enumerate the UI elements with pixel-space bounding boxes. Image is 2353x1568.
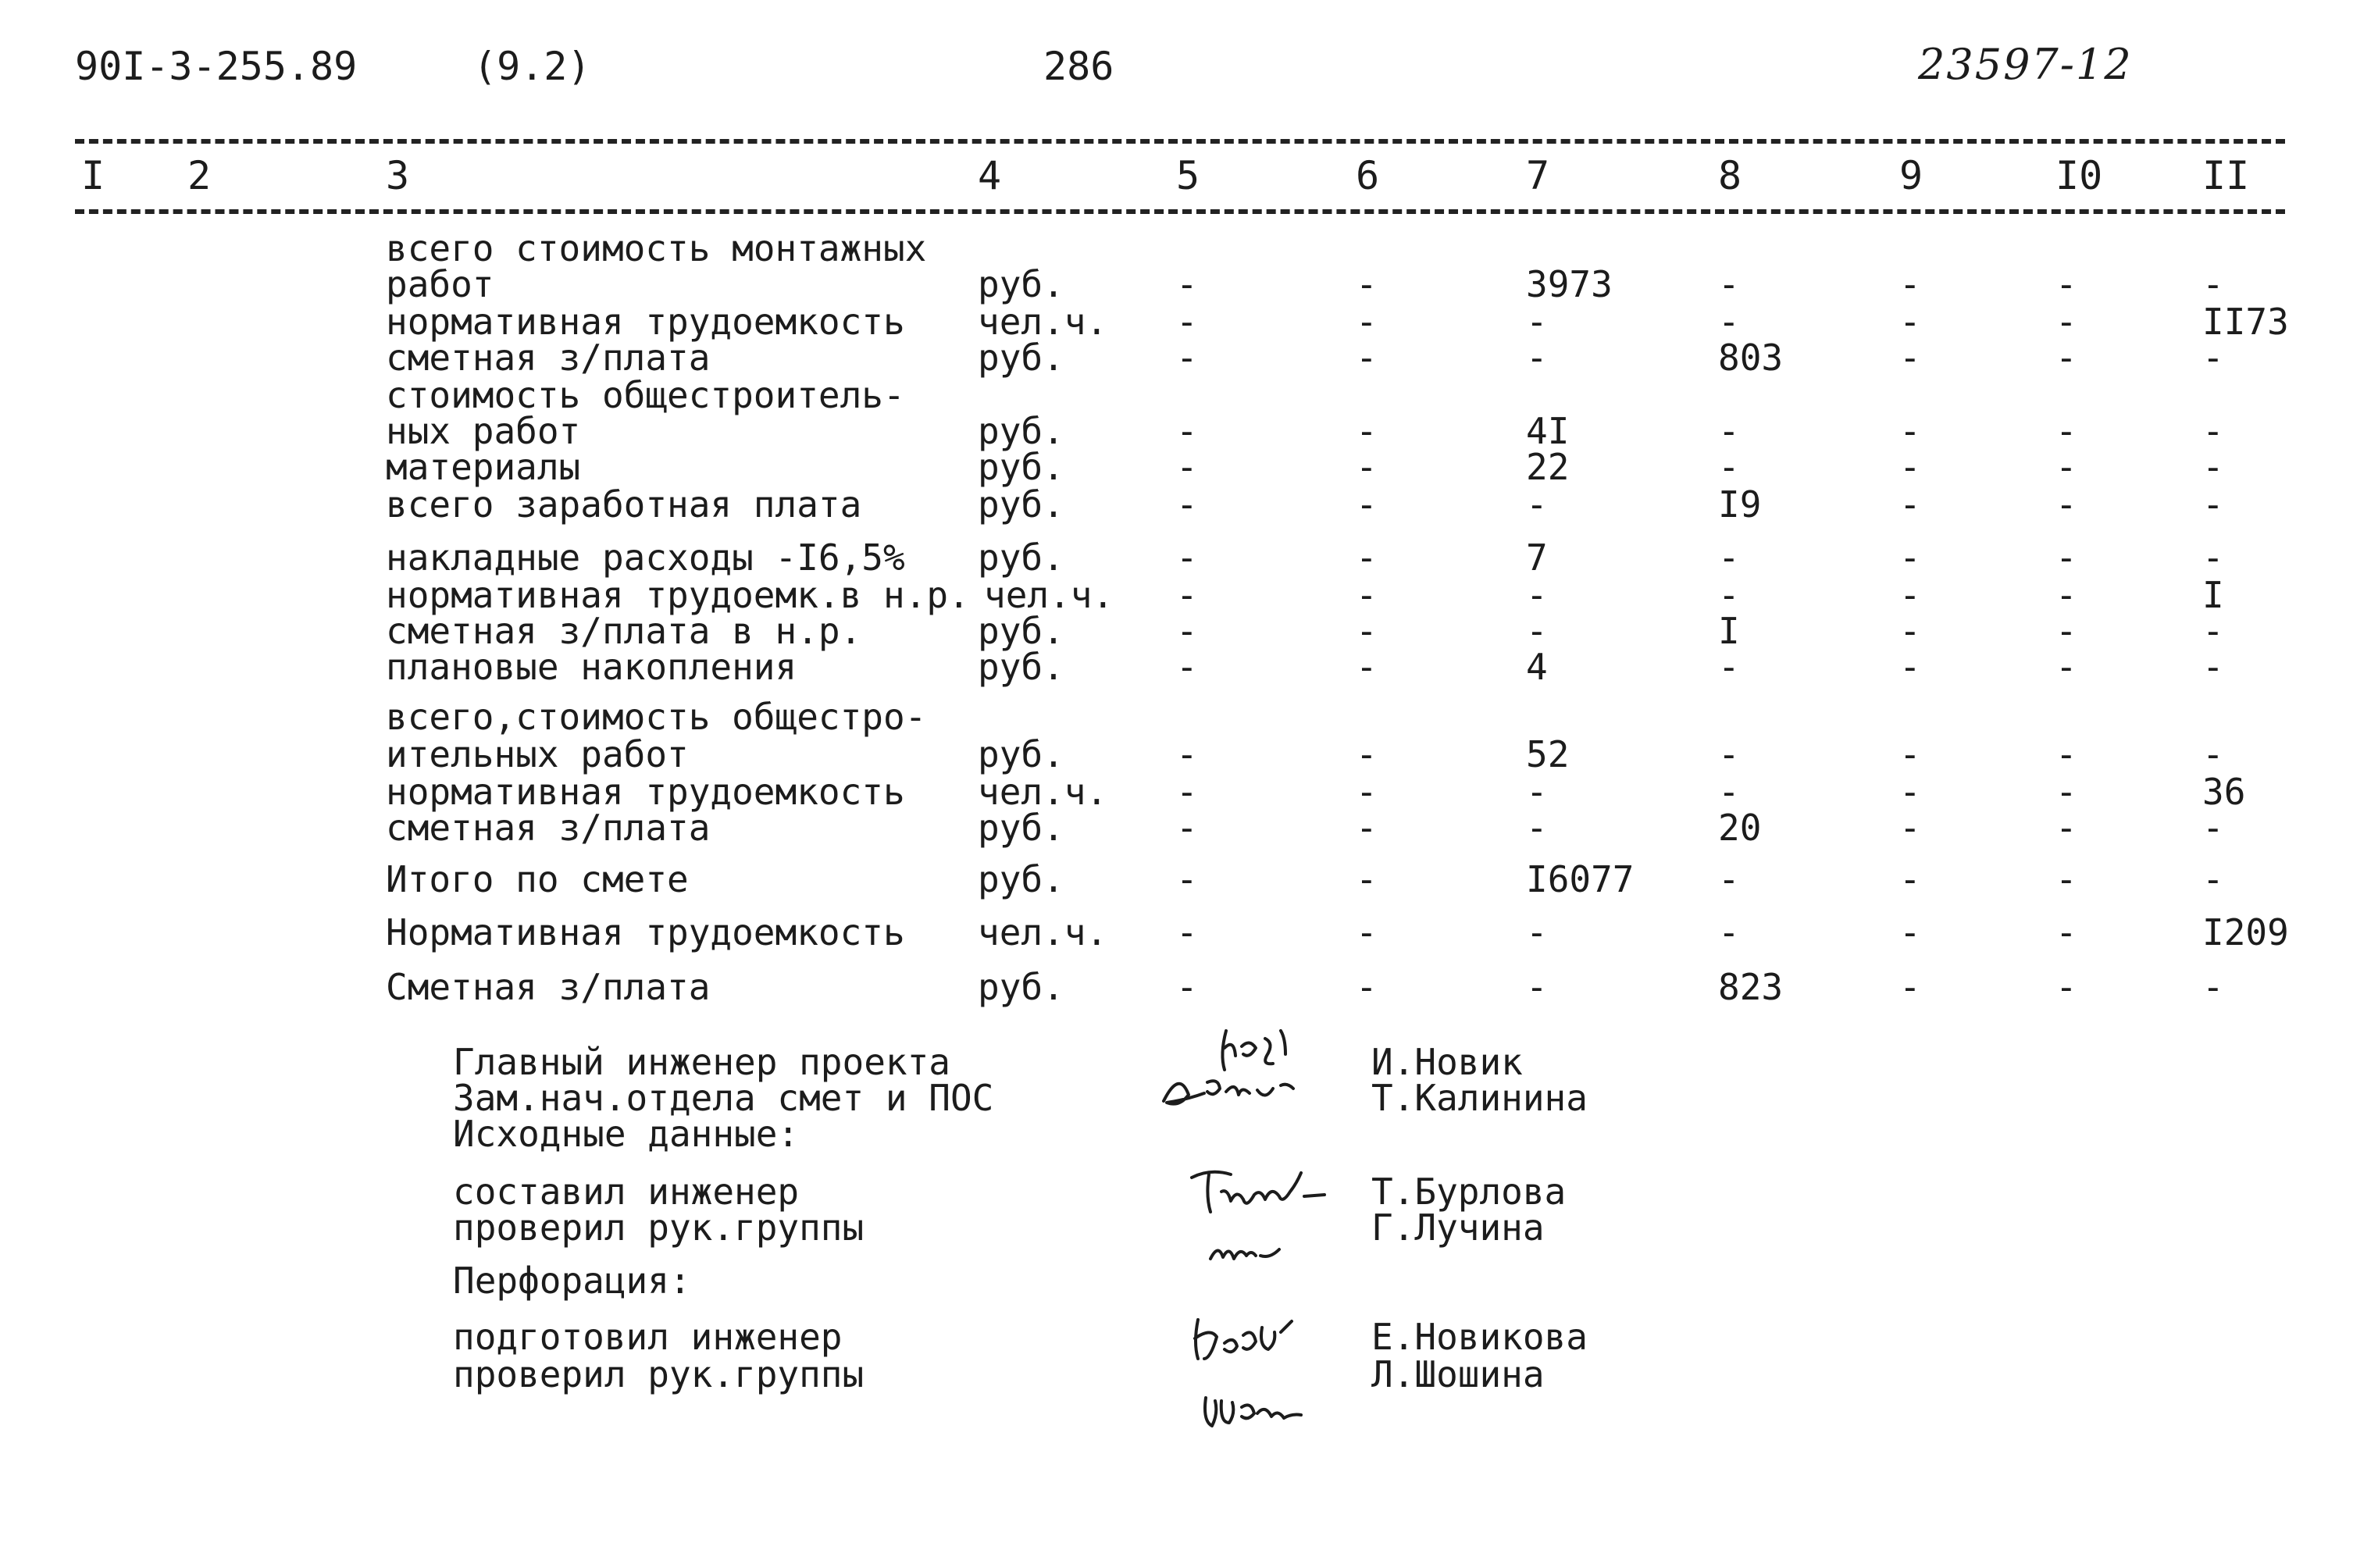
cell-col9: - <box>1899 771 1921 813</box>
deputy-name: Т.Калинина <box>1371 1077 1588 1119</box>
chief-engineer-name: И.Новик <box>1371 1041 1523 1083</box>
cell-col7: - <box>1526 966 1548 1008</box>
cell-col6: - <box>1356 807 1378 849</box>
cell-col11: - <box>2202 733 2224 775</box>
cell-col10: - <box>2055 646 2077 688</box>
cell-col9: - <box>1899 301 1921 343</box>
cell-unit: руб. <box>978 446 1064 488</box>
cell-col10: - <box>2055 771 2077 813</box>
cell-unit: руб. <box>978 966 1064 1008</box>
cell-col7: 3973 <box>1526 263 1613 305</box>
cell-col7: - <box>1526 771 1548 813</box>
cell-unit: руб. <box>978 263 1064 305</box>
cell-col8: - <box>1718 646 1740 688</box>
cell-col5: - <box>1176 858 1198 900</box>
cell-col6: - <box>1356 536 1378 579</box>
column-number-10: I0 <box>2055 153 2103 198</box>
cell-col8: I <box>1718 610 1740 652</box>
chief-engineer-label: Главный инженер проекта <box>453 1041 950 1083</box>
table-row <box>0 301 2353 343</box>
cell-col5: - <box>1176 301 1198 343</box>
cell-col10: - <box>2055 966 2077 1008</box>
cell-col9: - <box>1899 337 1921 379</box>
table-row <box>0 412 2353 450</box>
cell-col6: - <box>1356 483 1378 526</box>
table-row <box>0 858 2353 900</box>
cell-description: плановые накопления <box>386 646 797 688</box>
cell-col8: - <box>1718 911 1740 953</box>
cell-col9: - <box>1899 911 1921 953</box>
cell-col7: - <box>1526 911 1548 953</box>
checked-name-1: Г.Лучина <box>1371 1206 1545 1249</box>
cell-col11: I209 <box>2202 911 2289 953</box>
cell-description: нормативная трудоемкость <box>386 301 905 343</box>
checked-name-2: Л.Шошина <box>1371 1353 1545 1395</box>
cell-description: стоимость общестроитель- <box>386 374 905 416</box>
cell-col9: - <box>1899 966 1921 1008</box>
cell-unit: руб. <box>978 807 1064 849</box>
signature-novik-kalinina <box>1132 1007 1335 1132</box>
cell-col8: - <box>1718 733 1740 775</box>
cell-col9: - <box>1899 858 1921 900</box>
cell-col11: - <box>2202 646 2224 688</box>
deputy-label: Зам.нач.отдела смет и ПОС <box>453 1077 994 1119</box>
cell-col9: - <box>1899 733 1921 775</box>
table-row <box>0 227 2353 269</box>
cell-col7: - <box>1526 337 1548 379</box>
cell-col11: I <box>2202 574 2224 616</box>
cell-col10: - <box>2055 263 2077 305</box>
cell-col8: - <box>1718 301 1740 343</box>
column-number-3: 3 <box>386 153 410 198</box>
cell-col8: 803 <box>1718 337 1784 379</box>
cell-col7: - <box>1526 807 1548 849</box>
cell-col6: - <box>1356 911 1378 953</box>
cell-col11: - <box>2202 966 2224 1008</box>
cell-col5: - <box>1176 646 1198 688</box>
cell-description: всего заработная плата <box>386 483 862 526</box>
cell-col7: 52 <box>1526 733 1570 775</box>
cell-col9: - <box>1899 536 1921 579</box>
cell-col10: - <box>2055 337 2077 379</box>
table-row <box>0 265 2353 303</box>
cell-description: всего,стоимость общестро- <box>386 696 927 738</box>
cell-unit: руб. <box>978 858 1064 900</box>
table-row <box>0 337 2353 379</box>
cell-col11: - <box>2202 807 2224 849</box>
cell-col10: - <box>2055 536 2077 579</box>
cell-col5: - <box>1176 574 1198 616</box>
cell-unit: чел.ч. <box>978 771 1108 813</box>
cell-description: Итого по смете <box>386 858 689 900</box>
cell-col6: - <box>1356 574 1378 616</box>
cell-col8: - <box>1718 858 1740 900</box>
header-rule-bottom <box>75 209 2285 214</box>
cell-col6: - <box>1356 263 1378 305</box>
table-row <box>0 733 2353 775</box>
cell-col7: 4I <box>1526 410 1570 452</box>
table-row <box>0 376 2353 414</box>
table-row <box>0 807 2353 849</box>
header-rule-top <box>75 139 2285 144</box>
cell-col5: - <box>1176 483 1198 526</box>
cell-unit: руб. <box>978 410 1064 452</box>
table-row <box>0 483 2353 526</box>
signature-burlova-luchina <box>1179 1157 1359 1282</box>
checked-label-1: проверил рук.группы <box>453 1206 865 1249</box>
cell-col8: - <box>1718 263 1740 305</box>
cell-unit: чел.ч. <box>978 911 1108 953</box>
cell-description: материалы <box>386 446 581 488</box>
table-row <box>0 698 2353 736</box>
cell-col8: - <box>1718 574 1740 616</box>
cell-description: сметная з/плата в н.р. <box>386 610 862 652</box>
table-row <box>0 648 2353 686</box>
table-row <box>0 911 2353 953</box>
cell-col11: 36 <box>2202 771 2246 813</box>
cell-description: работ <box>386 263 494 305</box>
prepared-name: Е.Новикова <box>1371 1316 1588 1358</box>
cell-col11: - <box>2202 483 2224 526</box>
cell-col11: II73 <box>2202 301 2289 343</box>
cell-col7: - <box>1526 301 1548 343</box>
cell-col9: - <box>1899 410 1921 452</box>
cell-col10: - <box>2055 858 2077 900</box>
cell-unit: руб. <box>978 483 1064 526</box>
cell-col6: - <box>1356 858 1378 900</box>
cell-col10: - <box>2055 911 2077 953</box>
cell-col5: - <box>1176 911 1198 953</box>
cell-col5: - <box>1176 263 1198 305</box>
cell-col5: - <box>1176 337 1198 379</box>
cell-col11: - <box>2202 410 2224 452</box>
column-number-7: 7 <box>1526 153 1550 198</box>
cell-col5: - <box>1176 610 1198 652</box>
compiled-name: Т.Бурлова <box>1371 1171 1567 1213</box>
cell-col10: - <box>2055 446 2077 488</box>
cell-col6: - <box>1356 410 1378 452</box>
cell-col6: - <box>1356 301 1378 343</box>
cell-col8: - <box>1718 446 1740 488</box>
section-number: (9.2) <box>473 44 591 89</box>
table-row <box>0 612 2353 650</box>
cell-col9: - <box>1899 483 1921 526</box>
cell-unit: руб. <box>978 646 1064 688</box>
cell-col10: - <box>2055 610 2077 652</box>
cell-col8: - <box>1718 771 1740 813</box>
cell-description: сметная з/плата <box>386 807 711 849</box>
cell-col6: - <box>1356 610 1378 652</box>
table-row <box>0 536 2353 579</box>
cell-col7: 22 <box>1526 446 1570 488</box>
cell-description: сметная з/плата <box>386 337 711 379</box>
table-row <box>0 448 2353 486</box>
cell-col6: - <box>1356 337 1378 379</box>
cell-col10: - <box>2055 574 2077 616</box>
column-number-1: I <box>81 153 105 198</box>
cell-col10: - <box>2055 483 2077 526</box>
cell-col11: - <box>2202 263 2224 305</box>
column-number-4: 4 <box>978 153 1002 198</box>
cell-col7: - <box>1526 483 1548 526</box>
checked-label-2: проверил рук.группы <box>453 1353 865 1395</box>
cell-description: ных работ <box>386 410 581 452</box>
cell-col5: - <box>1176 733 1198 775</box>
cell-unit: руб. <box>978 337 1064 379</box>
cell-col6: - <box>1356 446 1378 488</box>
cell-col7: - <box>1526 574 1548 616</box>
signature-novikova-shoshina <box>1187 1304 1359 1445</box>
column-number-9: 9 <box>1899 153 1923 198</box>
column-number-11: II <box>2202 153 2250 198</box>
cell-col10: - <box>2055 733 2077 775</box>
column-number-2: 2 <box>187 153 212 198</box>
cell-col5: - <box>1176 536 1198 579</box>
cell-col7: 4 <box>1526 646 1548 688</box>
table-row <box>0 968 2353 1006</box>
cell-description: нормативная трудоемк.в н.р. <box>386 574 970 616</box>
cell-col6: - <box>1356 733 1378 775</box>
cell-col9: - <box>1899 446 1921 488</box>
cell-unit: руб. <box>978 536 1064 579</box>
cell-col5: - <box>1176 807 1198 849</box>
column-number-8: 8 <box>1718 153 1742 198</box>
cell-col9: - <box>1899 574 1921 616</box>
cell-col9: - <box>1899 263 1921 305</box>
cell-description: нормативная трудоемкость <box>386 771 905 813</box>
cell-col9: - <box>1899 807 1921 849</box>
cell-col8: 823 <box>1718 966 1784 1008</box>
cell-description: Нормативная трудоемкость <box>386 911 905 953</box>
cell-col6: - <box>1356 966 1378 1008</box>
input-data-label: Исходные данные: <box>453 1113 800 1155</box>
cell-description: накладные расходы -I6,5% <box>386 536 905 579</box>
cell-col6: - <box>1356 646 1378 688</box>
cell-col6: - <box>1356 771 1378 813</box>
cell-col5: - <box>1176 410 1198 452</box>
cell-description: всего стоимость монтажных <box>386 227 927 269</box>
cell-col10: - <box>2055 807 2077 849</box>
page-number: 286 <box>1043 44 1114 89</box>
cell-col11: - <box>2202 858 2224 900</box>
table-row <box>0 773 2353 811</box>
cell-col11: - <box>2202 536 2224 579</box>
cell-col11: - <box>2202 446 2224 488</box>
cell-col8: 20 <box>1718 807 1762 849</box>
cell-description: Сметная з/плата <box>386 966 711 1008</box>
cell-col5: - <box>1176 446 1198 488</box>
prepared-label: подготовил инженер <box>453 1316 843 1358</box>
cell-unit: чел.ч. <box>978 301 1108 343</box>
cell-col8: - <box>1718 410 1740 452</box>
cell-description: ительных работ <box>386 733 689 775</box>
perforation-label: Перфорация: <box>453 1260 691 1302</box>
cell-col5: - <box>1176 771 1198 813</box>
column-number-6: 6 <box>1356 153 1380 198</box>
archive-number: 23597-12 <box>1918 40 2133 89</box>
cell-col10: - <box>2055 301 2077 343</box>
column-number-5: 5 <box>1176 153 1200 198</box>
cell-col7: I6077 <box>1526 858 1635 900</box>
cell-col10: - <box>2055 410 2077 452</box>
cell-col5: - <box>1176 966 1198 1008</box>
cell-col7: - <box>1526 610 1548 652</box>
cell-col8: - <box>1718 536 1740 579</box>
cell-col9: - <box>1899 646 1921 688</box>
table-row <box>0 576 2353 614</box>
compiled-label: составил инженер <box>453 1171 800 1213</box>
cell-unit: руб. <box>978 610 1064 652</box>
cell-col7: 7 <box>1526 536 1548 579</box>
cell-col11: - <box>2202 337 2224 379</box>
cell-unit: руб. <box>978 733 1064 775</box>
cell-unit: чел.ч. <box>984 574 1114 616</box>
cell-col9: - <box>1899 610 1921 652</box>
document-code: 90I-3-255.89 <box>75 44 358 89</box>
cell-col11: - <box>2202 610 2224 652</box>
cell-col8: I9 <box>1718 483 1762 526</box>
